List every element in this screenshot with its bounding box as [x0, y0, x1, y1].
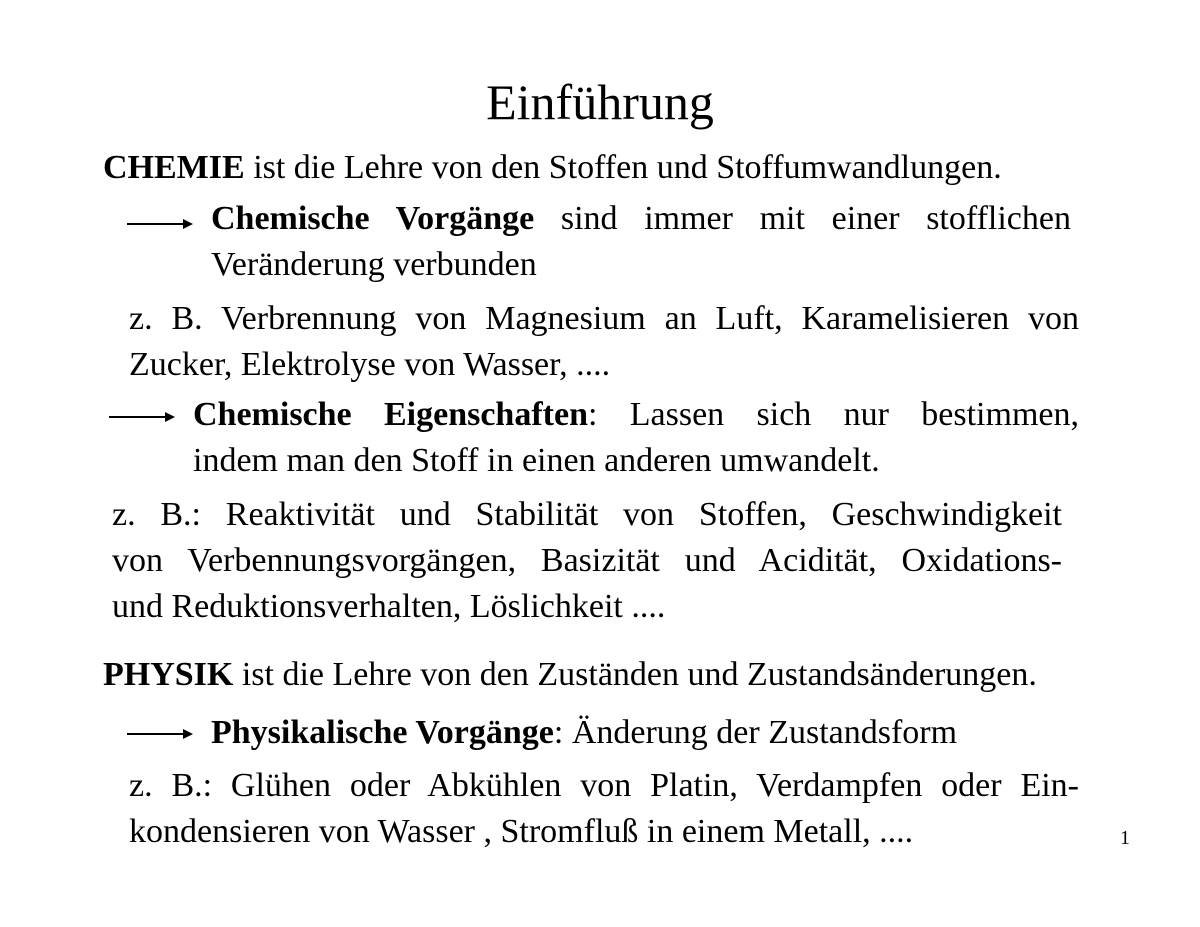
chemie-beispiel-1-line-2: Zucker, Elektrolyse von Wasser, .... [129, 346, 611, 383]
chemische-vorgaenge-text-1: sind immer mit einer stofflichen [534, 200, 1071, 237]
chemische-vorgaenge-block [211, 196, 1071, 288]
chemische-vorgaenge-line-1 [211, 196, 1071, 242]
chemie-beispiel-2-line-2: von Verbennungsvorgängen, Basizität und Acidität, Oxidations- [112, 542, 1062, 579]
chemische-eigenschaften-block [193, 392, 1079, 484]
chemie-term: CHEMIE [103, 149, 245, 186]
chemie-definition-text: ist die Lehre von den Stoffen und Stoffumwandlungen. [244, 149, 1002, 186]
chemische-eigenschaften-text-1: : Lassen sich nur bestimmen, [587, 396, 1079, 433]
chemie-beispiel-2-line-1: z. B.: Reaktivität und Stabilität von Stoffen, Geschwindigkeit [112, 496, 1062, 533]
physikalische-vorgaenge [211, 710, 957, 756]
physik-term: PHYSIK [103, 656, 234, 693]
chemie-beispiel-1 [129, 296, 1079, 388]
arrow-right-icon [127, 727, 193, 741]
physikalische-vorgaenge-text: : Änderung der Zustandsform [553, 714, 958, 751]
chemische-eigenschaften-term: Chemische Eigenschaften [193, 396, 588, 433]
physik-beispiel [129, 763, 1079, 855]
arrow-right-icon [127, 217, 193, 231]
chemische-vorgaenge-term: Chemische Vorgänge [211, 200, 535, 237]
physik-beispiel-line-1: z. B.: Glühen oder Abkühlen von Platin, Verdampfen oder Ein- [129, 767, 1079, 804]
chemie-beispiel-2 [112, 492, 1062, 630]
physik-definition-text: ist die Lehre von den Zuständen und Zustandsänderungen. [233, 656, 1037, 693]
chemische-vorgaenge-line-2: Veränderung verbunden [211, 246, 537, 283]
physik-definition [103, 652, 1037, 698]
chemie-beispiel-1-line-1: z. B. Verbrennung von Magnesium an Luft, Karamelisieren von [129, 300, 1079, 337]
arrow-right-icon [109, 410, 175, 424]
physikalische-vorgaenge-term: Physikalische Vorgänge [211, 714, 554, 751]
physik-beispiel-line-2: kondensieren von Wasser , Stromfluß in einem Metall, .... [129, 813, 914, 850]
page-title: Einführung [486, 74, 714, 130]
chemie-definition [103, 145, 1002, 191]
chemische-eigenschaften-line-1 [193, 392, 1079, 438]
page-number: 1 [1120, 827, 1130, 849]
chemie-beispiel-2-line-3: und Reduktionsverhalten, Löslichkeit .... [112, 588, 666, 625]
chemische-eigenschaften-line-2: indem man den Stoff in einen anderen umwandelt. [193, 442, 880, 479]
